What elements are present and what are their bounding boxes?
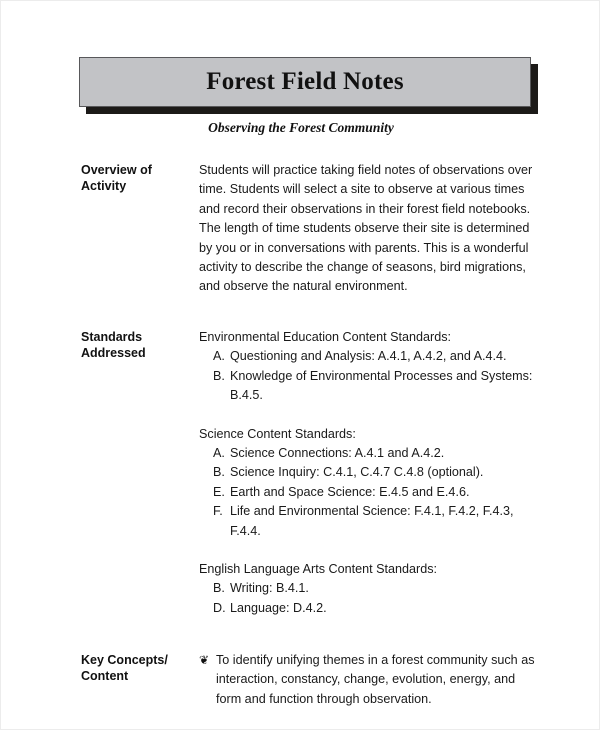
- standards-item: [199, 483, 541, 502]
- key-concepts-list: [199, 651, 541, 709]
- standards-item-marker: B.: [213, 368, 225, 383]
- section-body-standards: [199, 328, 541, 618]
- section-body-overview: [199, 161, 541, 297]
- key-concepts-item: [199, 651, 541, 709]
- section-label-key-concepts: [81, 651, 199, 709]
- standards-item-marker: D.: [213, 600, 226, 615]
- key-concepts-item-text: To identify unifying themes in a forest community such as interaction, constancy, change, evolution, energy, and form and function through observation.: [216, 653, 535, 706]
- standards-item-marker: E.: [213, 484, 225, 499]
- standards-group: [199, 560, 541, 618]
- title-banner: [79, 57, 531, 107]
- standards-item-marker: B.: [213, 581, 225, 596]
- standards-item: [199, 502, 541, 541]
- section-label-overview: [81, 161, 199, 297]
- section-label-overview-line2: Activity: [81, 179, 127, 193]
- title-banner-box: [79, 57, 531, 107]
- overview-paragraph: Students will practice taking field notes of observations over time. Students will select a site to observe at various times and record their observations in their forest field notebooks. The length of time students observe their site is determined by you or in conversations with parents. This is a wonderful activity to describe the change of seasons, bird migrations, and observe the natural environment.: [199, 163, 533, 294]
- standards-item-marker: A.: [213, 446, 225, 461]
- standards-group: [199, 328, 541, 406]
- standards-item-text: Questioning and Analysis: A.4.1, A.4.2, and A.4.4.: [230, 349, 507, 364]
- page-subtitle: Observing the Forest Community: [208, 120, 394, 135]
- standards-item-marker: B.: [213, 465, 225, 480]
- standards-list: [199, 444, 541, 541]
- standards-list: [199, 579, 541, 618]
- standards-group-heading: English Language Arts Content Standards:: [199, 562, 438, 577]
- section-label-standards: [81, 328, 199, 618]
- standards-item-text: Science Connections: A.4.1 and A.4.2.: [230, 446, 445, 461]
- standards-group-heading: Environmental Education Content Standards:: [199, 330, 452, 344]
- standards-item: [199, 599, 541, 618]
- standards-item-text: Writing: B.4.1.: [230, 581, 309, 596]
- leaf-bullet-icon: ❦: [199, 653, 210, 667]
- standards-item-marker: F.: [213, 504, 223, 519]
- standards-item-text: Language: D.4.2.: [230, 600, 327, 615]
- section-label-key-concepts-line1: Key Concepts/: [81, 653, 168, 667]
- standards-group-heading: Science Content Standards:: [199, 426, 356, 441]
- section-key-concepts-content: [81, 651, 541, 709]
- standards-item-text: Life and Environmental Science: F.4.1, F.4.2, F.4.3, F.4.4.: [230, 504, 514, 538]
- standards-item: [199, 579, 541, 598]
- section-label-standards-line1: Standards: [81, 330, 143, 344]
- page-title: Forest Field Notes: [206, 68, 404, 95]
- standards-item-marker: A.: [213, 349, 225, 364]
- standards-item: [199, 367, 541, 406]
- section-label-key-concepts-line2: Content: [81, 669, 129, 683]
- standards-item: [199, 347, 541, 366]
- standards-item: [199, 463, 541, 482]
- standards-group: [199, 425, 541, 541]
- standards-item-text: Knowledge of Environmental Processes and Systems: B.4.5.: [230, 368, 533, 403]
- section-standards-addressed: [81, 328, 541, 618]
- standards-list: [199, 347, 541, 405]
- standards-item-text: Earth and Space Science: E.4.5 and E.4.6.: [230, 484, 470, 499]
- section-label-overview-line1: Overview of: [81, 163, 152, 177]
- standards-item-text: Science Inquiry: C.4.1, C.4.7 C.4.8 (optional).: [230, 465, 484, 480]
- section-overview-of-activity: [81, 161, 541, 297]
- section-label-standards-line2: Addressed: [81, 346, 146, 360]
- section-body-key-concepts: [199, 651, 541, 709]
- standards-item: [199, 444, 541, 463]
